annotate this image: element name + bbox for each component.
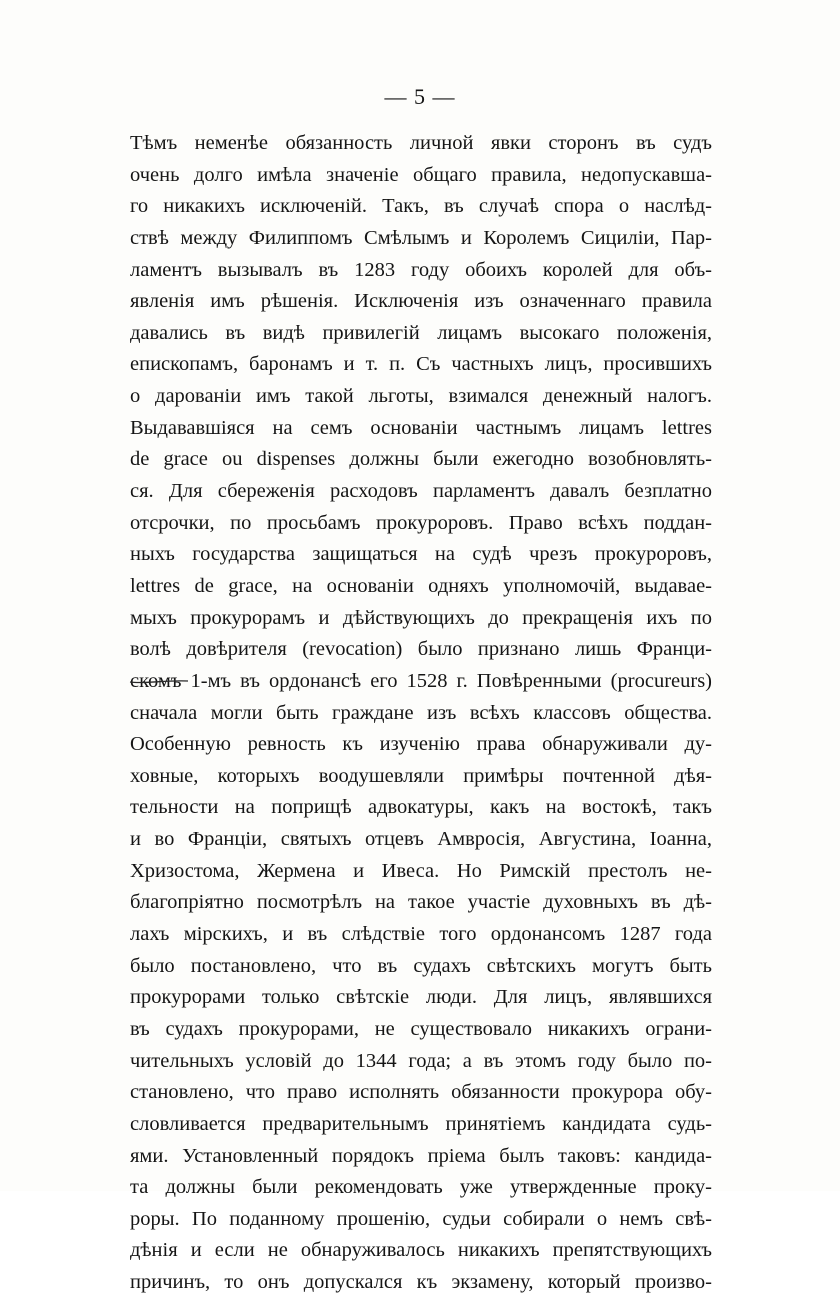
text-line: Тѣмъ неменѣе обязанность личной явки сторонъ въ судъ [130, 132, 712, 154]
text-line: ствѣ между Филиппомъ Смѣлымъ и Королемъ Сициліи, Пар- [130, 226, 712, 249]
text-line: ся. Для сбереженія расходовъ парламентъ давалъ безплатно [130, 480, 712, 503]
page-number: — 5 — [384, 84, 456, 109]
text-line: роры. По поданному прошенію, судьи собирали о немъ свѣ- [130, 1207, 712, 1230]
text-line: Особенную ревность къ изученію права обнаруживали ду- [130, 733, 712, 756]
text-line: становлено, что право исполнять обязанности прокурора обу- [130, 1081, 712, 1104]
text-line: прокурорами только свѣтскіе люди. Для лицъ, являвшихся [130, 986, 712, 1009]
text-line: сначала могли быть граждане изъ всѣхъ классовъ общества. [130, 701, 712, 724]
text-line: волѣ довѣрителя (revocation) было признано лишь Франци- [130, 638, 712, 661]
handwritten-underline-mark [128, 676, 190, 686]
text-line: лахъ мірскихъ, и въ слѣдствіе того ордонансомъ 1287 года [130, 923, 712, 946]
text-line: благопріятно посмотрѣлъ на такое участіе духовныхъ въ дѣ- [130, 891, 712, 914]
text-line: было постановлено, что въ судахъ свѣтскихъ могутъ быть [130, 954, 712, 977]
text-line: ныхъ государства защищаться на судѣ чрезъ прокуроровъ, [130, 543, 712, 566]
text-line: ховные, которыхъ воодушевляли примѣры почтенной дѣя- [130, 764, 712, 787]
text-line: очень долго имѣла значеніе общаго правила, недопускавша- [130, 163, 712, 186]
text-line: та должны были рекомендовать уже утвержденные проку- [130, 1176, 712, 1199]
text-line: давались въ видѣ привилегій лицамъ высокаго положенія, [130, 321, 712, 344]
text-line: ламентъ вызывалъ въ 1283 году обоихъ королей для объ- [130, 258, 712, 281]
text-line: го никакихъ исключеній. Такъ, въ случаѣ спора о наслѣд- [130, 195, 712, 218]
text-line: скомъ 1-мъ въ ордонансѣ его 1528 г. Повѣренными (procureurs) [130, 669, 712, 692]
text-line: и во Франціи, святыхъ отцевъ Амвросія, Августина, Іоанна, [130, 828, 712, 851]
text-line: Выдававшіяся на семъ основаніи частнымъ лицамъ lettres [130, 416, 712, 439]
text-line: ями. Установленный порядокъ пріема былъ таковъ: кандида- [130, 1144, 712, 1167]
text-line: мыхъ прокурорамъ и дѣйствующихъ до прекращенія ихъ по [130, 606, 712, 629]
text-line: тельности на поприщѣ адвокатуры, какъ на востокѣ, такъ [130, 796, 712, 819]
text-line: отсрочки, по просьбамъ прокуроровъ. Право всѣхъ поддан- [130, 511, 712, 534]
text-line: lettres de grace, на основаніи одняхъ уполномочій, выдавае- [130, 574, 712, 597]
text-line: чительныхъ условій до 1344 года; а въ этомъ году было по- [130, 1049, 712, 1072]
text-line: словливается предварительнымъ принятіемъ кандидата судь- [130, 1112, 712, 1135]
text-line: явленія имъ рѣшенія. Исключенія изъ означеннаго правила [130, 290, 712, 313]
body-text [130, 128, 712, 1299]
text-line: о дарованіи имъ такой льготы, взимался денежный налогъ. [130, 385, 712, 408]
text-line: дѣнія и если не обнаруживалось никакихъ препятствующихъ [130, 1239, 712, 1262]
text-line: Хризостома, Жермена и Ивеса. Но Римскій престолъ не- [130, 859, 712, 882]
text-line: въ судахъ прокурорами, не существовало никакихъ ограни- [130, 1017, 712, 1040]
text-line: de grace ou dispenses должны были ежегодно возобновлять- [130, 448, 712, 471]
text-line: причинъ, то онъ допускался къ экзамену, который произво- [130, 1271, 712, 1294]
text-line: епископамъ, баронамъ и т. п. Съ частныхъ лицъ, просившихъ [130, 353, 712, 376]
